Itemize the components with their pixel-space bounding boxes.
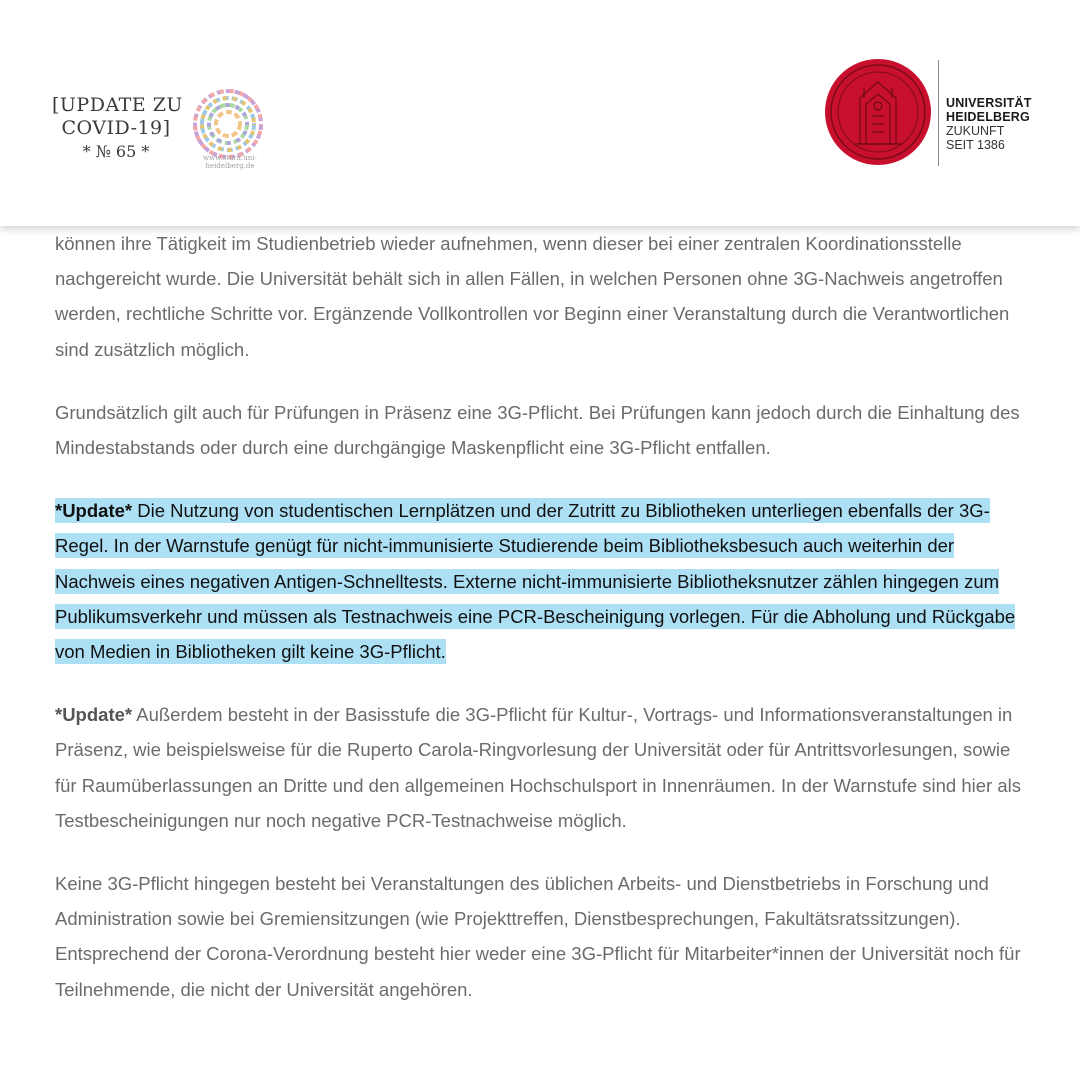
- badge-line2: COVID-19]: [61, 117, 171, 139]
- uni-sub-line1: ZUKUNFT: [946, 124, 1005, 138]
- paragraph-3-text: Die Nutzung von studentischen Lernplätzen und der Zutritt zu Bibliotheken unterliegen ebenfalls der 3G-Regel. In der Warnstufe genügt für nicht-immunisierte Studierende beim Bibliotheksbesuch auch weiterhin der Nachweis eines negativen Antigen-Schnelltests. Externe nicht-immunisierte Bibliotheksnutzer zählen hingegen zum Publikumsverkehr und müssen als Testnachweis eine PCR-Bescheinigung vorlegen. Für die Abholung und Rückgabe von Medien in Bibliotheken gilt keine 3G-Pflicht.: [55, 500, 1016, 663]
- uni-sub-line2: SEIT 1386: [946, 138, 1005, 152]
- update-tag: *Update*: [55, 500, 133, 522]
- paragraph-5: Keine 3G-Pflicht hingegen besteht bei Veranstaltungen des üblichen Arbeits- und Dienstbetriebs in Forschung und Administration sowie bei Gremiensitzungen (wie Projekttreffen, Dienstbesprechungen, Fakultätsratssitzungen). Entsprechend der Corona-Verordnung besteht hier weder eine 3G-Pflicht für Mitarbeiter*innen der Universität noch für Teilnehmende, die nicht der Universität angehören.: [55, 873, 1021, 1000]
- paragraph-4-text: Außerdem besteht in der Basisstufe die 3G-Pflicht für Kultur-, Vortrags- und Informationsveranstaltungen in Präsenz, wie beispielsweise für die Ruperto Carola-Ringvorlesung der Universität oder für Antrittsvorlesungen, sowie für Raumüberlassungen an Dritte und den allgemeinen Hochschulsport in Innenräumen. In der Warnstufe sind hier als Testbescheinigungen nur noch negative PCR-Testnachweise möglich.: [55, 704, 1021, 831]
- paragraph-3-highlighted: [55, 493, 1035, 669]
- uni-name-line1: UNIVERSITÄT: [946, 96, 1032, 110]
- update-badge: [52, 82, 272, 172]
- paragraph-4: [55, 697, 1035, 838]
- uni-name-line2: HEIDELBERG: [946, 110, 1030, 124]
- badge-line1: [UPDATE ZU: [52, 94, 183, 116]
- stura-url: www.stura.uni-heidelberg.de: [203, 154, 257, 170]
- badge-text: [52, 94, 183, 163]
- paragraph-2: Grundsätzlich gilt auch für Prüfungen in Präsenz eine 3G-Pflicht. Bei Prüfungen kann jedoch durch die Einhaltung des Mindestabstands oder durch eine durchgängige Maskenpflicht eine 3G-Pflicht entfallen.: [55, 401, 1020, 459]
- highlighted-selection[interactable]: [55, 498, 1015, 664]
- university-wordmark: [946, 96, 1032, 152]
- stura-logo-icon: [190, 86, 266, 162]
- page-header: [0, 0, 1080, 226]
- update-tag: *Update*: [55, 704, 133, 726]
- university-seal-icon: [824, 58, 932, 166]
- logo-divider: [938, 60, 939, 166]
- badge-line3: * № 65 *: [82, 142, 150, 161]
- paragraph-1: können ihre Tätigkeit im Studienbetrieb wieder aufnehmen, wenn dieser bei einer zentralen Koordinationsstelle nachgereicht wurde. Die Universität behält sich in allen Fällen, in welchen Personen ohne 3G-Nachweis angetroffen werden, rechtliche Schritte vor. Ergänzende Vollkontrollen vor Beginn einer Veranstaltung durch die Verantwortlichen sind zusätzlich möglich.: [55, 233, 1010, 360]
- article-body: [55, 226, 1035, 1007]
